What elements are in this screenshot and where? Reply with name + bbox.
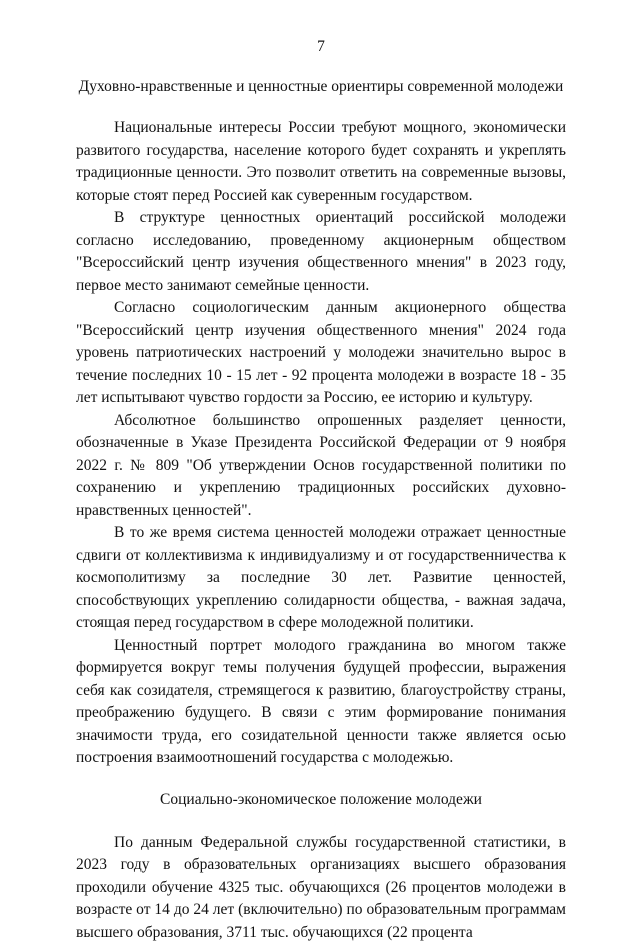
paragraph: По данным Федеральной службы государственной статистики, в 2023 году в образовательных организациях высшего образования проходили обучение 4325 тыс. обучающихся (26 процентов молодежи в возрасте от 14 до 24 лет (включительно) по образовательным программам высшего образования, 3711 тыс. обучающихся (22 процента [76,832,566,944]
paragraph: В структуре ценностных ориентаций российской молодежи согласно исследованию, проведенному акционерным обществом "Всероссийский центр изучения общественного мнения" в 2023 году, первое место занимают семейные ценности. [76,207,566,297]
section-heading-socioeconomic: Социально-экономическое положение молодежи [76,790,566,810]
paragraph: Национальные интересы России требуют мощного, экономически развитого государства, население которого будет сохранять и укреплять традиционные ценности. Это позволит ответить на современные вызовы, которые стоят перед Россией как суверенным государством. [76,117,566,207]
paragraph: Ценностный портрет молодого гражданина во многом также формируется вокруг темы получения будущей профессии, выражения себя как созидателя, стремящегося к развитию, благоустройству страны, преображению будущего. В связи с этим формирование понимания значимости труда, его созидательной ценности также является осью построения взаимоотношений государства с молодежью. [76,635,566,770]
paragraph: Абсолютное большинство опрошенных разделяет ценности, обозначенные в Указе Президента Российской Федерации от 9 ноября 2022 г. № 809 "Об утверждении Основ государственной политики по сохранению и укреплению традиционных российских духовно-нравственных ценностей". [76,410,566,523]
paragraph: Согласно социологическим данным акционерного общества "Всероссийский центр изучения общественного мнения" 2024 года уровень патриотических настроений у молодежи значительно вырос в течение последних 10 - 15 лет - 92 процента молодежи в возрасте 18 - 35 лет испытывают чувство гордости за Россию, ее историю и культуру. [76,297,566,410]
paragraph: В то же время система ценностей молодежи отражает ценностные сдвиги от коллективизма к индивидуализму и от государственничества к космополитизму за последние 30 лет. Развитие ценностей, способствующих укреплению солидарности общества, - важная задача, стоящая перед государством в сфере молодежной политики. [76,522,566,635]
section-heading-values: Духовно-нравственные и ценностные ориентиры современной молодежи [76,77,566,97]
page-number: 7 [76,38,566,56]
document-page [76,38,566,944]
